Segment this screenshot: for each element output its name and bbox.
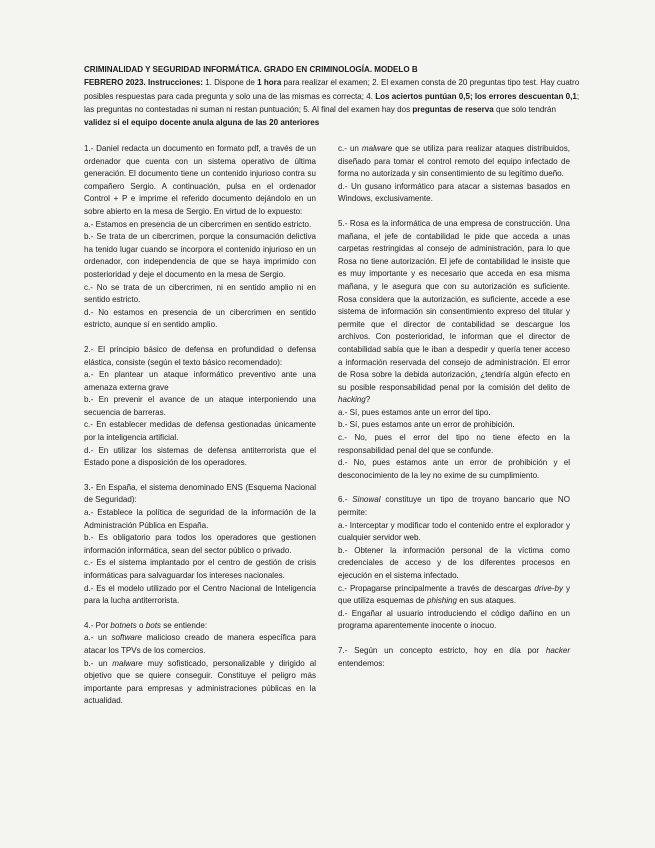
option-a: a.- Interceptar y modificar todo el contenido entre el explorador y cualquier servidor web. bbox=[338, 520, 570, 543]
option-b: b.- Se trata de un cibercrimen, porque la consumación delictiva ha tenido lugar cuando se incorpora el contenido injurioso en un ordenador, con independencia de que se haya imprimido con posterioridad y deje el documento en la mesa de Sergio. bbox=[84, 232, 316, 279]
question-3 bbox=[84, 482, 316, 608]
exam-title: CRIMINALIDAD Y SEGURIDAD INFORMÁTICA. GRADO EN CRIMINOLOGÍA. MODELO B bbox=[84, 65, 418, 74]
exam-instructions: FEBRERO 2023. Instrucciones: 1. Dispone de 1 hora para realizar el examen; 2. El examen consta de 20 preguntas tipo test. Hay cuatro posibles respuestas para cada pregunta y solo una de las mismas es correcta; 4. Los aciertos puntúan 0,5; los errores descuentan 0,1; las preguntas no contestadas ni suman ni restan puntuación; 5. Al final del examen hay dos preguntas de reserva que solo tendrán validez si el equipo docente anula alguna de las 20 anteriores bbox=[84, 78, 580, 128]
question-5 bbox=[338, 218, 570, 482]
option-d: d.- Un gusano informático para atacar a sistemas basados en Windows, exclusivamente. bbox=[338, 181, 570, 204]
option-a: a.- un software malicioso creado de manera específica para atacar los TPVs de los comercios. bbox=[84, 633, 316, 655]
question-stem: 5.- Rosa es la informática de una empresa de construcción. Una mañana, el jefe de contabilidad le pide que acceda a unas carpetas restringidas al consejo de administración, para lo que Rosa no tiene autorización. El jefe de contabilidad le insiste que es muy importante y es necesario que acceda en esa misma mañana, y le asegura que con su autorización es suficiente. Rosa considera que la autorización, es suficiente, accede a ese sistema de información sin consentimiento expreso del titular y permite que el director de contabilidad se descargue los archivos. Con posterioridad, le informan que el director de contabilidad sabía que le iban a despedir y quería tener acceso a información reservada del consejo de administración. El error de Rosa sobre la debida autorización, ¿tendría algún efecto en su posible responsabilidad penal por la comisión del delito de hacking? bbox=[338, 218, 570, 405]
question-2 bbox=[84, 344, 316, 470]
question-6 bbox=[338, 494, 570, 633]
option-a: a.- Estamos en presencia de un cibercrimen en sentido estricto. bbox=[84, 219, 312, 229]
question-7 bbox=[338, 645, 570, 670]
question-stem: 6.- Sinowal constituye un tipo de troyano bancario que NO permite: bbox=[338, 495, 570, 518]
exam-date: FEBRERO 2023. bbox=[84, 78, 146, 88]
question-stem: 3.- En España, el sistema denominado ENS (Esquema Nacional de Seguridad): bbox=[84, 482, 316, 505]
question-stem: 4.- Por botnets o bots se entiende: bbox=[84, 620, 208, 630]
question-4 bbox=[84, 620, 316, 708]
instructions-label: Instrucciones: bbox=[147, 78, 203, 88]
option-b: b.- Sí, pues estamos ante un error de prohibición. bbox=[338, 420, 515, 430]
option-c: c.- Propagarse principalmente a través de descargas drive-by y que utiliza esquemas de phishing en sus ataques. bbox=[338, 583, 570, 606]
left-column bbox=[84, 143, 316, 720]
question-stem: 7.- Según un concepto estricto, hoy en día por hacker entendemos: bbox=[338, 645, 570, 668]
option-b: b.- En prevenir el avance de un ataque interponiendo una secuencia de barreras. bbox=[84, 395, 316, 417]
option-c: c.- un malware que se utiliza para realizar ataques distribuidos, diseñado para tomar el control remoto del equipo infectado de forma no autorizada y sin consentimiento de su legítimo dueño. bbox=[338, 144, 570, 179]
option-d: d.- Engañar al usuario introduciendo el código dañino en un programa aparentemente inocente o inocuo. bbox=[338, 608, 570, 631]
question-1 bbox=[84, 143, 316, 332]
option-a: a.- Establece la política de seguridad de la información de la Administración Pública en España. bbox=[84, 508, 316, 530]
option-b: b.- Obtener la información personal de la víctima como credenciales de acceso y de los diferentes procesos en ejecución en el sistema infectado. bbox=[338, 545, 570, 580]
right-column bbox=[338, 143, 570, 682]
option-d: d.- En utilizar los sistemas de defensa antiterrorista que el Estado pone a disposición de los operadores. bbox=[84, 445, 316, 468]
option-a: a.- Sí, pues estamos ante un error del tipo. bbox=[338, 407, 491, 417]
option-c: c.- Es el sistema implantado por el centro de gestión de crisis informáticas para salvaguardar los intereses nacionales. bbox=[84, 558, 316, 580]
option-c: c.- En establecer medidas de defensa gestionadas únicamente por la inteligencia artificial. bbox=[84, 420, 316, 443]
question-stem: 1.- Daniel redacta un documento en formato pdf, a través de un ordenador que cuenta con un sistema operativo de última generación. El documento tiene un contenido injurioso contra su compañero Sergio. A continuación, pulsa en el ordenador Control + P e imprime el referido documento dejándolo en un sobre abierto en la mesa de Sergio. En virtud de lo expuesto: bbox=[84, 144, 316, 216]
option-b: b.- Es obligatorio para todos los operadores que gestionen información informática, sean del sector público o privado. bbox=[84, 533, 316, 555]
option-d: d.- No estamos en presencia de un cibercrimen en sentido estricto, aunque sí en sentido amplio. bbox=[84, 307, 316, 330]
option-a: a.- En plantear un ataque informático preventivo ante una amenaza externa grave bbox=[84, 370, 316, 392]
option-c: c.- No, pues el error del tipo no tiene efecto en la responsabilidad penal del que se confunde. bbox=[338, 433, 570, 455]
option-d: d.- Es el modelo utilizado por el Centro Nacional de Inteligencia para la lucha antiterrorista. bbox=[84, 583, 316, 606]
question-4-continued bbox=[338, 143, 570, 206]
option-d: d.- No, pues estamos ante un error de prohibición y el desconocimiento de la ley no exime de su cumplimiento. bbox=[338, 458, 570, 480]
option-b: b.- un malware muy sofisticado, personalizable y dirigido al objetivo que se quiere conseguir. Constituye el peligro más importante para empresas y administraciones públicas en la actualidad. bbox=[84, 658, 316, 706]
exam-header bbox=[84, 63, 584, 129]
option-c: c.- No se trata de un cibercrimen, ni en sentido amplio ni en sentido estricto. bbox=[84, 282, 316, 305]
question-stem: 2.- El principio básico de defensa en profundidad o defensa elástica, consiste (según el texto básico recomendado): bbox=[84, 344, 316, 367]
